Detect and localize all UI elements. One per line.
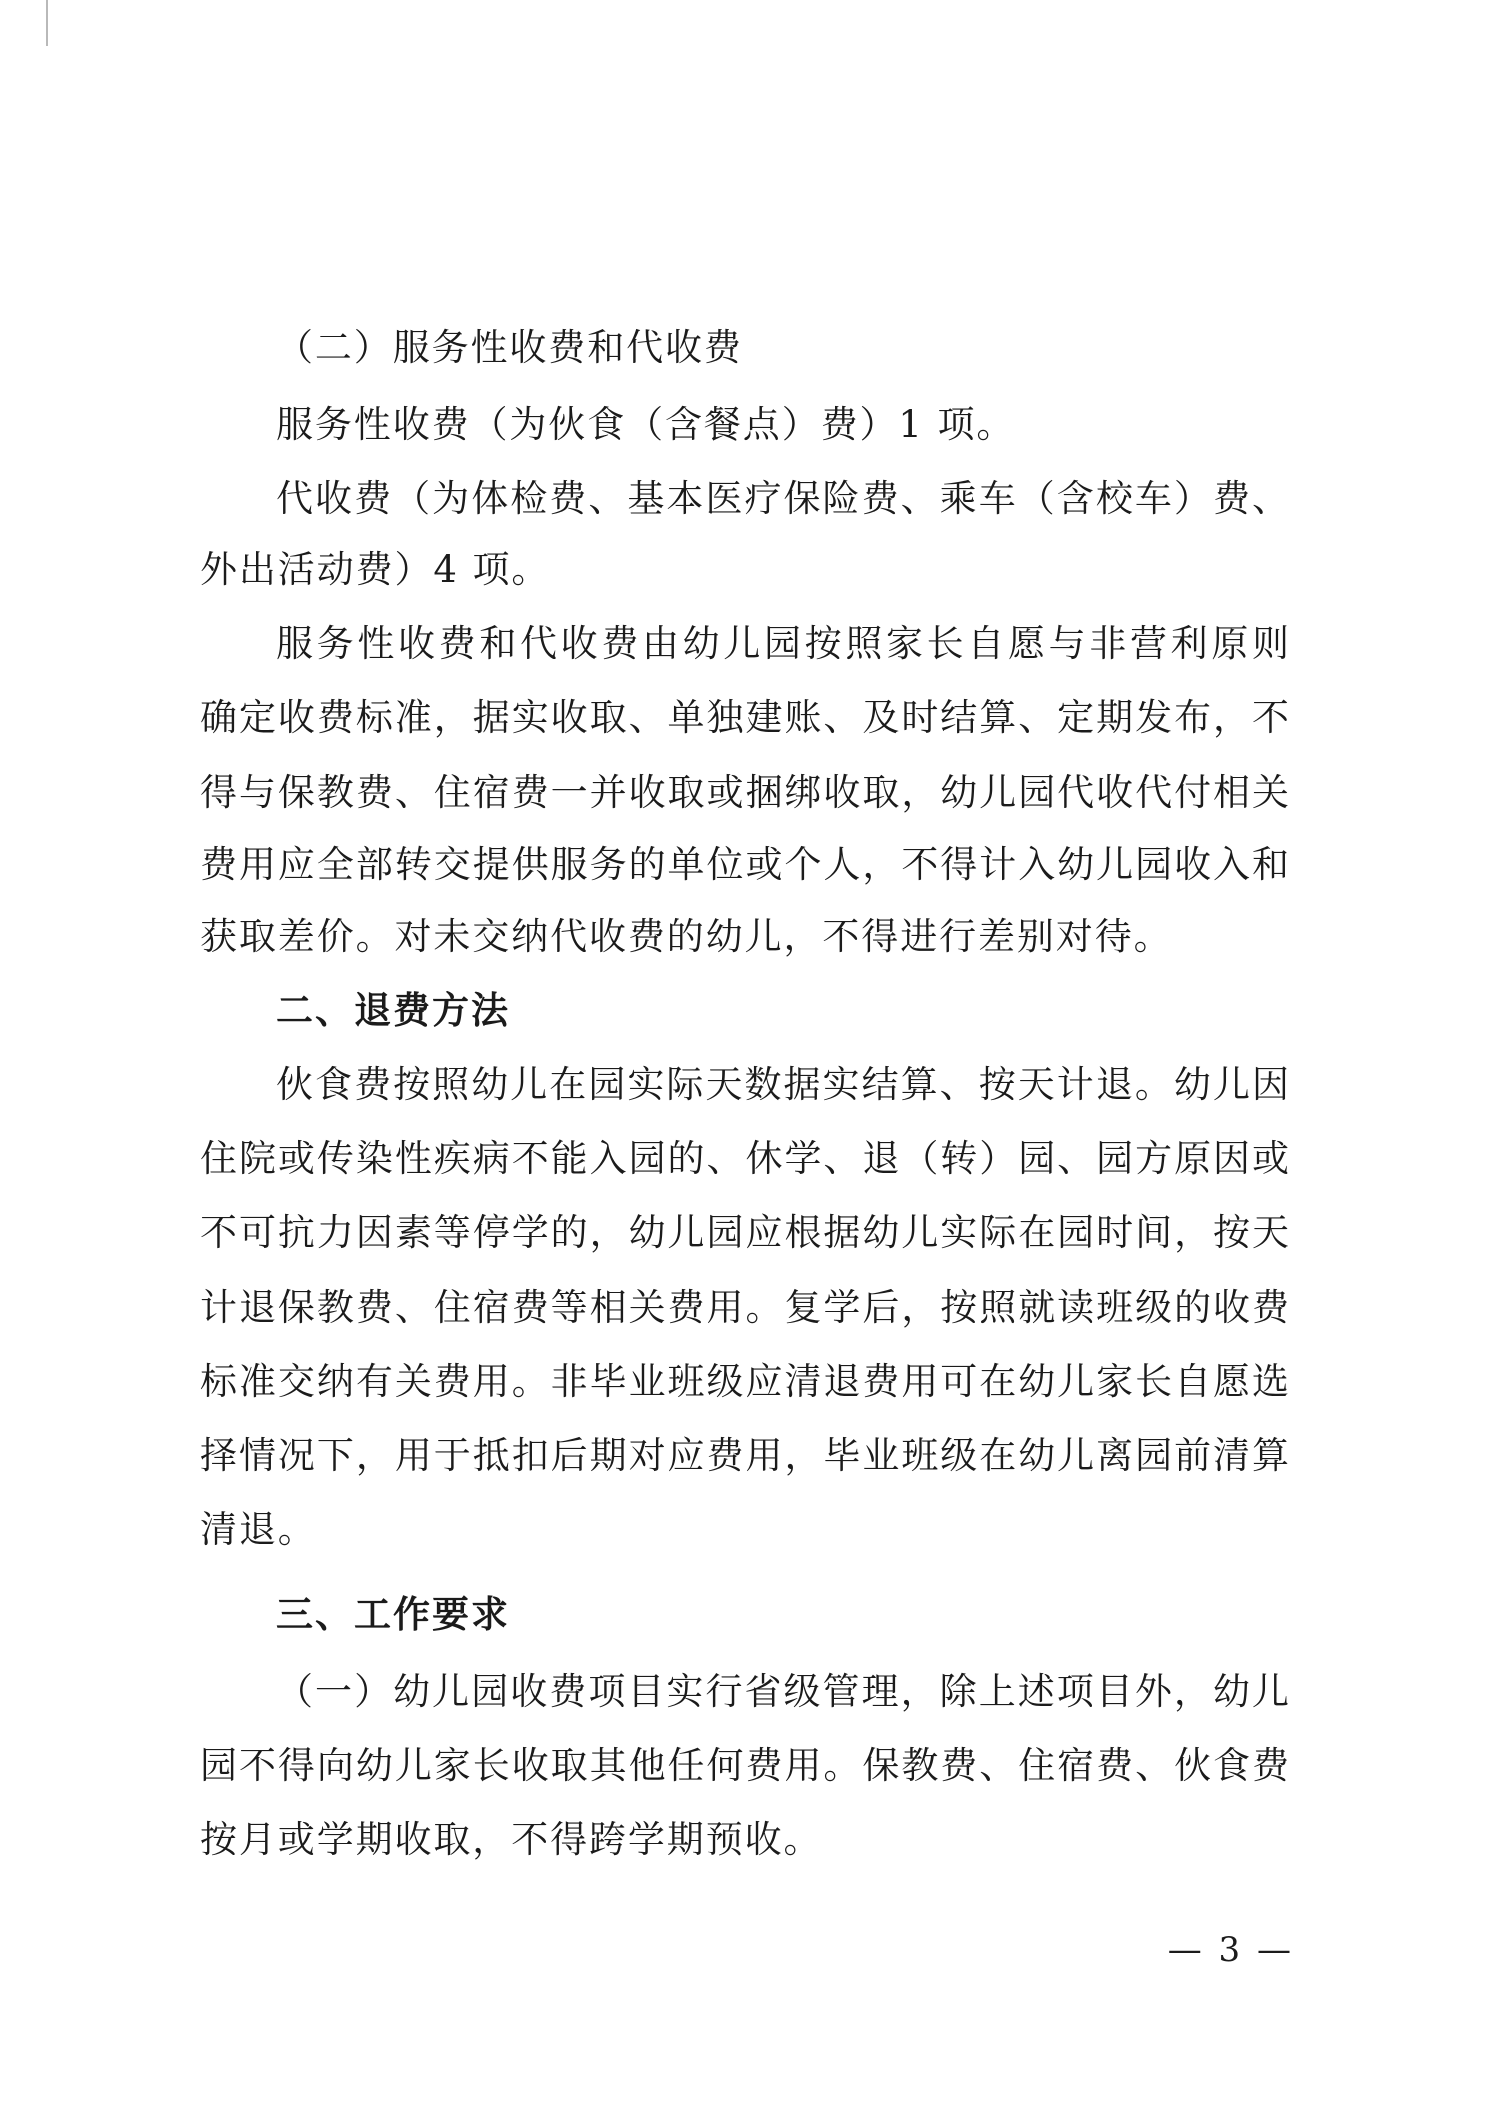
- principles-line: 费用应全部转交提供服务的单位或个人，不得计入幼儿园收入和: [200, 843, 1289, 886]
- refund-line: 不可抗力因素等停学的，幼儿园应根据幼儿实际在园时间，按天: [200, 1211, 1289, 1254]
- principles-line: 得与保教费、住宿费一并收取或捆绑收取，幼儿园代收代付相关: [200, 771, 1289, 814]
- service-fee-line: 服务性收费（为伙食（含餐点）费）1 项。: [276, 403, 1016, 446]
- refund-section-heading: 二、退费方法: [276, 989, 510, 1032]
- refund-line: 标准交纳有关费用。非毕业班级应清退费用可在幼儿家长自愿选: [200, 1360, 1289, 1403]
- page-number: — 3 —: [1167, 1930, 1294, 1970]
- refund-line: 住院或传染性疾病不能入园的、休学、退（转）园、园方原因或: [200, 1137, 1289, 1180]
- refund-line: 清退。: [200, 1508, 317, 1551]
- principles-line: 确定收费标准，据实收取、单独建账、及时结算、定期发布，不: [200, 696, 1289, 739]
- agency-fee-line: 外出活动费）4 项。: [200, 548, 551, 591]
- subsection-heading: （二）服务性收费和代收费: [276, 326, 743, 369]
- requirements-line: （一）幼儿园收费项目实行省级管理，除上述项目外，幼儿: [276, 1670, 1289, 1713]
- refund-line: 择情况下，用于抵扣后期对应费用，毕业班级在幼儿离园前清算: [200, 1434, 1289, 1477]
- requirements-line: 园不得向幼儿家长收取其他任何费用。保教费、住宿费、伙食费: [200, 1744, 1289, 1787]
- principles-line: 服务性收费和代收费由幼儿园按照家长自愿与非营利原则: [276, 622, 1289, 665]
- principles-line: 获取差价。对未交纳代收费的幼儿，不得进行差别对待。: [200, 915, 1173, 958]
- refund-line: 伙食费按照幼儿在园实际天数据实结算、按天计退。幼儿因: [276, 1063, 1289, 1106]
- requirements-section-heading: 三、工作要求: [276, 1593, 510, 1636]
- requirements-line: 按月或学期收取，不得跨学期预收。: [200, 1818, 823, 1861]
- refund-line: 计退保教费、住宿费等相关费用。复学后，按照就读班级的收费: [200, 1286, 1289, 1329]
- agency-fee-line: 代收费（为体检费、基本医疗保险费、乘车（含校车）费、: [276, 477, 1289, 520]
- scan-artifact-line: [46, 0, 48, 46]
